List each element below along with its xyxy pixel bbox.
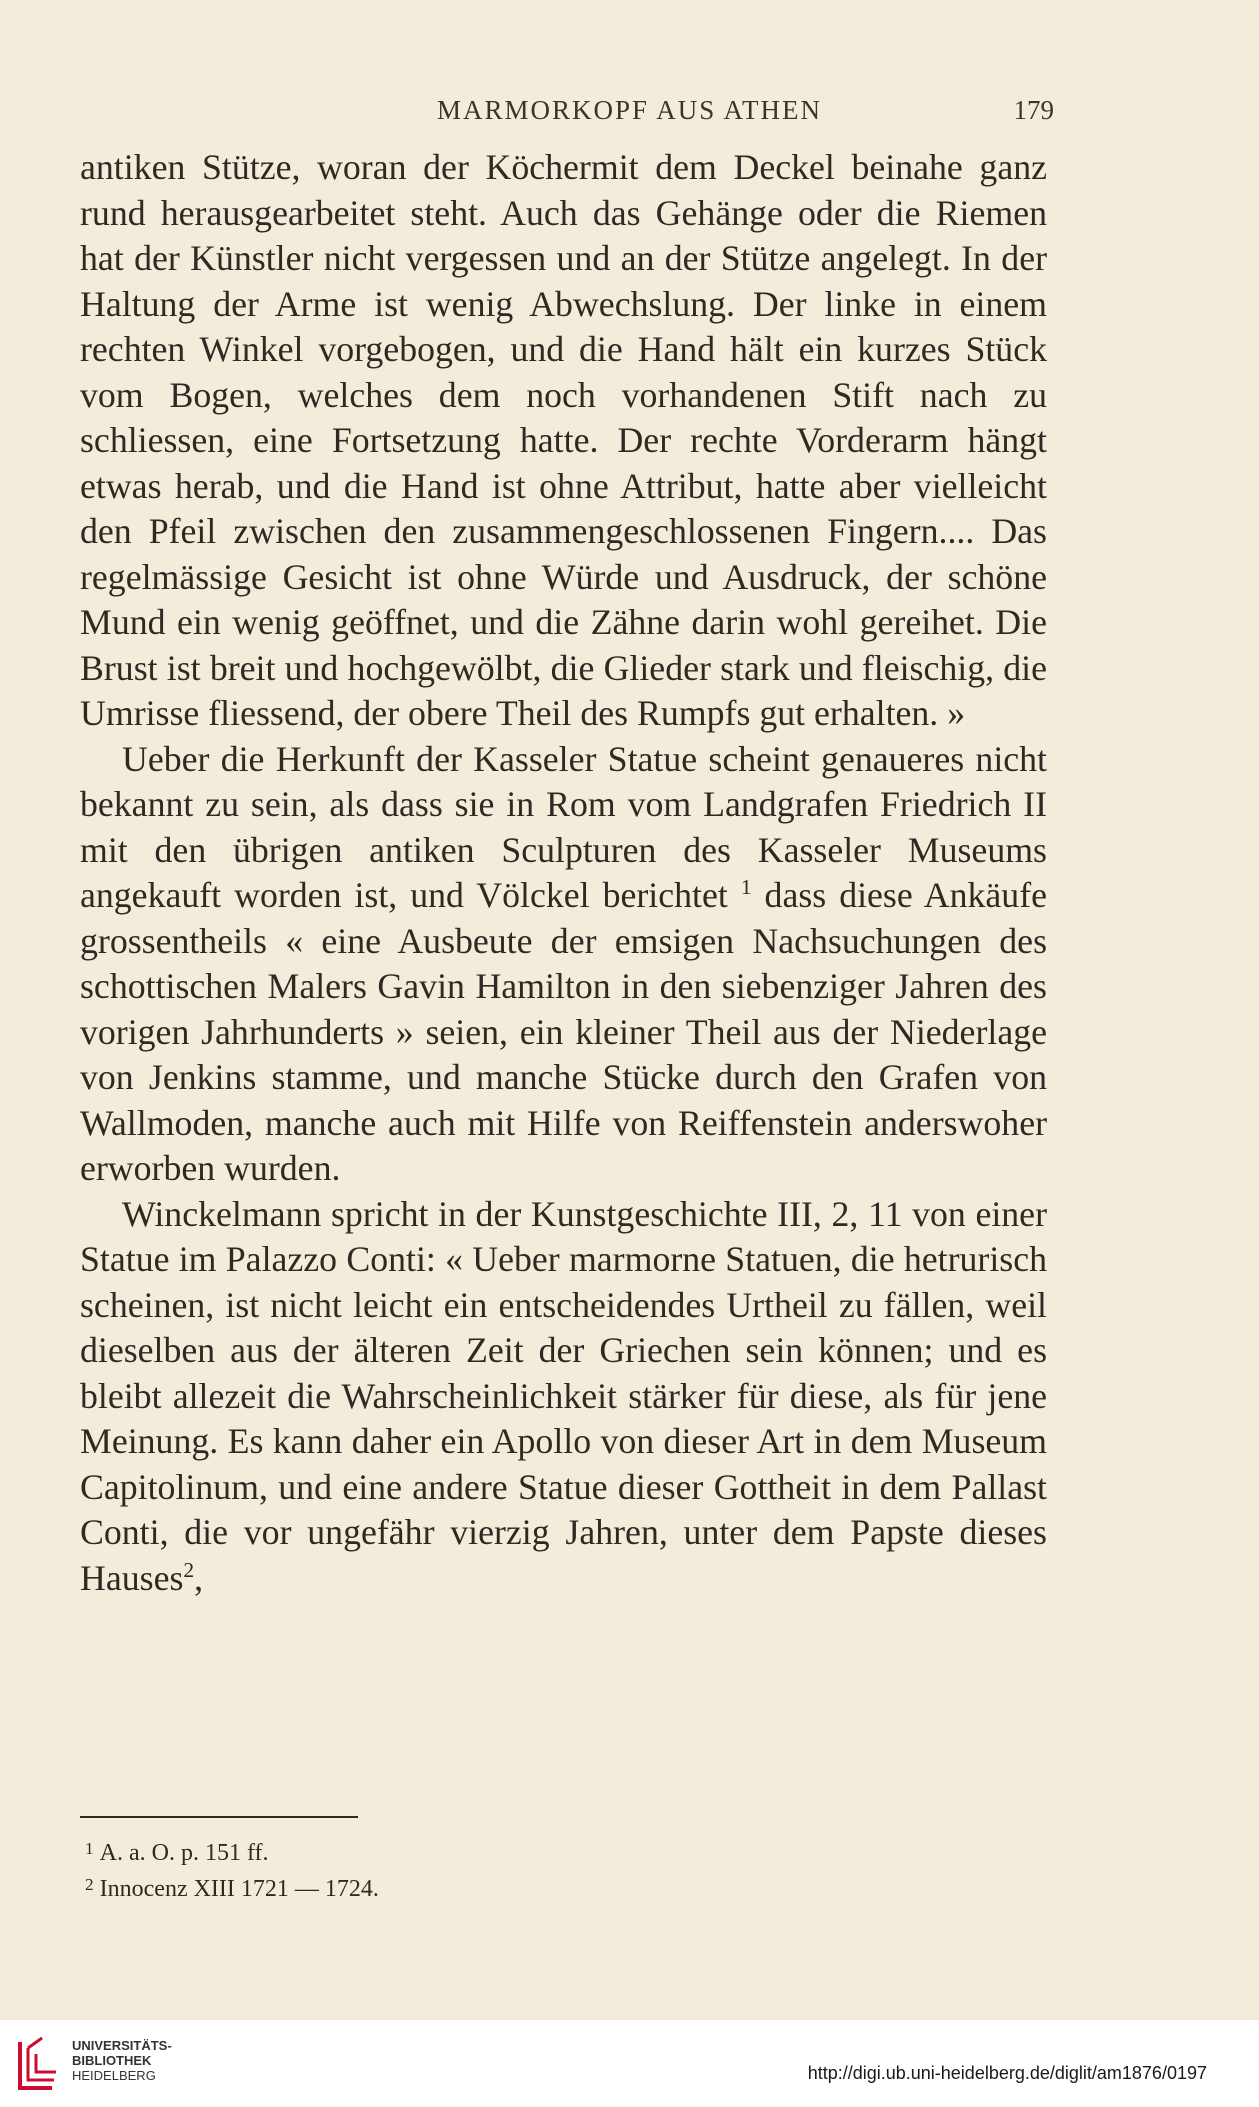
- body-text: [80, 145, 1047, 1601]
- footnote-divider: [80, 1816, 358, 1818]
- footnotes: [85, 1833, 785, 1905]
- paragraph-2-text-after: dass diese Ankäufe grossentheils « eine Ausbeute der emsigen Nachsuchungen des schottischen Malers Gavin Hamilton in den siebenziger Jahren des vorigen Jahrhunderts » seien, ein kleiner Theil aus der Niederlage von Jenkins stamme, und manche Stücke durch den Grafen von Wallmoden, manche auch mit Hilfe von Reiffenstein anderswoher erworben wurden.: [80, 875, 1048, 1188]
- footnote-1: [85, 1833, 785, 1869]
- viewer-footer: [0, 2020, 1259, 2107]
- library-logo-icon: [12, 2034, 62, 2096]
- footnote-ref-2: 2: [183, 1557, 195, 1582]
- footnote-2-text: Innocenz XIII 1721 — 1724.: [99, 1876, 379, 1903]
- permalink-url[interactable]: http://digi.ub.uni-heidelberg.de/diglit/am1876/0197: [807, 2063, 1207, 2083]
- logo-line-1: UNIVERSITÄTS-: [72, 2038, 172, 2053]
- paragraph-3-text-after: ,: [194, 1557, 204, 1598]
- paragraph-2-text-before: Ueber die Herkunft der Kasseler Statue scheint genaueres nicht bekannt zu sein, als dass sie in Rom vom Landgrafen Friedrich II mit den übrigen antiken Sculpturen des Kasseler Museums angekauft worden ist, und Völckel berichtet: [80, 738, 1047, 915]
- footnote-2: [85, 1869, 785, 1905]
- footnote-2-mark: 2: [85, 1875, 94, 1895]
- logo-line-2: BIBLIOTHEK: [72, 2053, 152, 2068]
- paragraph-1: antiken Stütze, woran der Köchermit dem Deckel beinahe ganz rund herausgearbeitet steht. Auch das Gehänge oder die Riemen hat der Künstler nicht vergessen und an der Stütze angelegt. In der Haltung der Arme ist wenig Abwechslung. Der linke in einem rechten Winkel vorgebogen, und die Hand hält ein kurzes Stück vom Bogen, welches dem noch vorhandenen Stift nach zu schliessen, eine Fortsetzung hatte. Der rechte Vorderarm hängt etwas herab, und die Hand ist ohne Attribut, hatte aber vielleicht den Pfeil zwischen den zusammengeschlossenen Fingern.... Das regelmässige Gesicht ist ohne Würde und Ausdruck, der schöne Mund ein wenig geöffnet, und die Zähne darin wohl gereihet. Die Brust ist breit und hochgewölbt, die Glieder stark und fleischig, die Umrisse fliessend, der obere Theil des Rumpfs gut erhalten. »: [80, 147, 1047, 733]
- logo-line-3: HEIDELBERG: [72, 2068, 156, 2083]
- paragraph-2: [80, 737, 1047, 1192]
- footnote-ref-1: 1: [740, 875, 752, 900]
- page-header: [0, 95, 1259, 135]
- library-logo[interactable]: [12, 2034, 182, 2104]
- library-logo-text: [72, 2038, 172, 2083]
- footnote-1-mark: 1: [85, 1839, 94, 1858]
- footnote-1-text: A. a. O. p. 151 ff.: [99, 1840, 269, 1867]
- paragraph-3: [80, 1192, 1047, 1602]
- running-title: MARMORKOPF AUS ATHEN: [436, 95, 823, 125]
- page-number: 179: [1013, 95, 1054, 125]
- paragraph-3-text-before: Winckelmann spricht in der Kunstgeschichte III, 2, 11 von einer Statue im Palazzo Conti: « Ueber marmorne Statuen, die hetrurisch scheinen, ist nicht leicht ein entscheidendes Urtheil zu fällen, weil dieselben aus der älteren Zeit der Griechen sein können; und es bleibt allezeit die Wahrscheinlichkeit stärker für diese, als für jene Meinung. Es kann daher ein Apollo von dieser Art in dem Museum Capitolinum, und eine andere Statue dieser Gottheit in dem Pallast Conti, die vor ungefähr vierzig Jahren, unter dem Papste dieses Hauses: [80, 1193, 1047, 1598]
